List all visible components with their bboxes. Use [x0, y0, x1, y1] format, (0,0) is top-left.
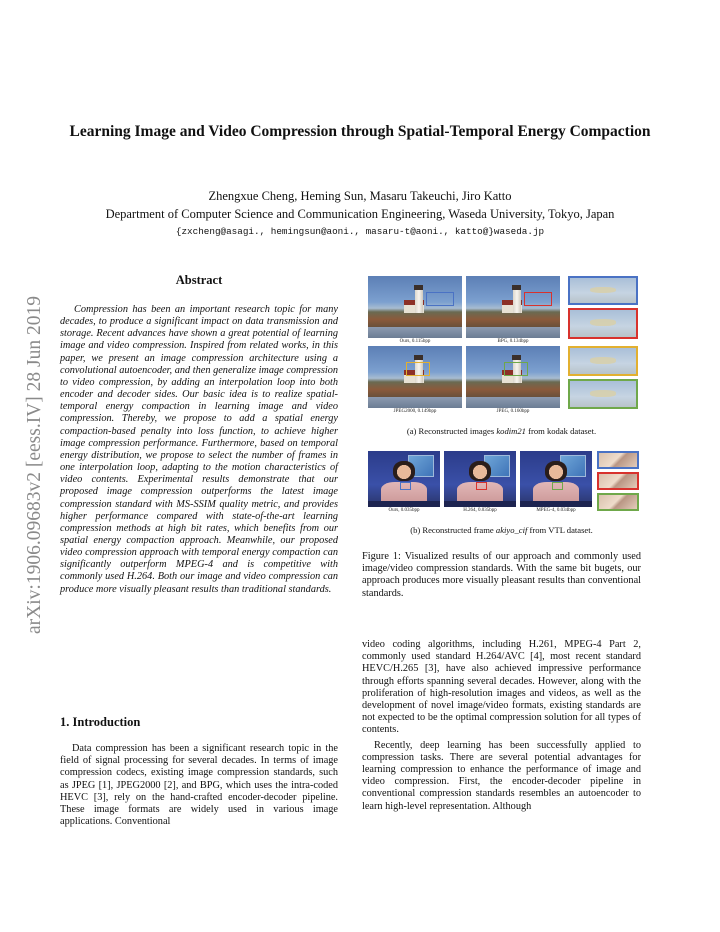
reconstructed-frame-ours	[368, 451, 440, 507]
frame-label: Ours, 0.035bpp	[388, 508, 420, 513]
reconstructed-image-ours	[368, 276, 462, 338]
subcaption-b: (b) Reconstructed frame akiyo_cif from VTL dataset.	[410, 525, 593, 535]
reconstructed-frame-h264	[444, 451, 516, 507]
zoom-crop-ours	[568, 276, 638, 305]
zoom-crop-frame-ours	[597, 451, 639, 469]
zoom-crop-jpeg2000	[568, 346, 638, 376]
zoom-region-marker	[476, 482, 488, 490]
intro-paragraph: Recently, deep learning has been successfully applied to compression tasks. There are several potential advantages for learning compression to enhance the performance of image and video compression. First, the encoder-decoder pipeline in conventional compression standards resembles an autoencoder to learn high-level representation. Although	[362, 739, 641, 812]
zoom-region-marker	[504, 362, 528, 376]
reconstructed-image-bpg	[466, 276, 560, 338]
affiliation: Department of Computer Science and Communication Engineering, Waseda University, Tokyo, Japan	[105, 207, 615, 221]
paper-title: Learning Image and Video Compression through Spatial-Temporal Energy Compaction	[69, 123, 651, 140]
zoom-crop-frame-mpeg4	[597, 493, 639, 511]
zoom-region-marker	[406, 362, 430, 376]
abstract-text: Compression has been an important research topic for many decades, to produce a significant impact on data transmission and storage. Recent advances have shown a great potential of learning image and video compression. Inspired from related works, in this paper, we present an image compression architecture using a convolutional autoencoder, and then generalize image compression to video compression, by adding an interpolation loop into both encoder and decoder sides. Our basic idea is to realize spatial-temporal energy compaction in learning image and video compression. Thereby, we propose to add a spatial energy compaction-based penalty into loss function, to achieve higher image compression performance. Furthermore, based on temporal energy distribution, we propose to select the number of frames in one interpolation loop, adapting to the motion characteristics of video contents. Experimental results demonstrate that our proposed image compression outperforms the latest image compression standard with MS-SSIM quality metric, and provides higher performance compared with state-of-the-art learning compression methods at high bit rates, which benefits from our spatial energy compaction approach. Meanwhile, our proposed video compression approach with temporal energy compaction can significantly outperform MPEG-4 and is competitive with commonly used H.264. Both our image and video compression can produce more visually pleasant results than traditional standards.	[60, 304, 338, 595]
image-label: BPG, 0.134bpp	[497, 339, 529, 344]
intro-column-right	[362, 639, 641, 813]
frame-label: MPEG-4, 0.034bpp	[536, 508, 576, 513]
reconstructed-image-jpeg2000	[368, 346, 462, 408]
intro-paragraph: video coding algorithms, including H.261, MPEG-4 Part 2, commonly used standard H.264/AVC [4], most recent standard HEVC/H.265 [3], have also achieved impressive performance through efforts spanning several decades. However, along with the proliferation of high-resolution images and videos, as well as the development of novel image/video formats, existing standards are not expected to be the optimal compression solution for all types of contents.	[362, 639, 641, 736]
reconstructed-frame-mpeg4	[520, 451, 592, 507]
frame-label: H.264, 0.035bpp	[463, 508, 497, 513]
zoom-crop-frame-h264	[597, 472, 639, 490]
image-label: JPEG2000, 0.149bpp	[393, 409, 437, 414]
reconstructed-image-jpeg	[466, 346, 560, 408]
arxiv-sidebar-stamp	[20, 255, 50, 675]
subcaption-a: (a) Reconstructed images kodim21 from kodak dataset.	[406, 426, 597, 436]
zoom-region-marker	[552, 482, 564, 490]
abstract-body	[60, 304, 338, 596]
image-label: Ours, 0.115bpp	[399, 339, 431, 344]
image-label: JPEG, 0.160bpp	[496, 409, 530, 414]
zoom-region-marker	[524, 292, 552, 306]
zoom-region-marker	[400, 482, 412, 490]
author-emails: {zxcheng@asagi., hemingsun@aoni., masaru-t@aoni., katto@}waseda.jp	[175, 226, 545, 237]
zoom-crop-bpg	[568, 308, 638, 339]
zoom-crop-jpeg	[568, 379, 638, 409]
intro-paragraph: Data compression has been a significant research topic in the field of signal processing for several decades. In terms of image compression codecs, existing image compression standards, such as JPEG [1], JPEG2000 [2], and BPG, which uses the intra-coded HEVC [3], rely on the hand-crafted encoder-decoder pipeline. These image formats are widely used in various image applications. Conventional	[60, 743, 338, 828]
section-heading-introduction: 1. Introduction	[60, 715, 141, 729]
author-list: Zhengxue Cheng, Heming Sun, Masaru Takeuchi, Jiro Katto	[208, 189, 512, 203]
intro-column-left	[60, 743, 338, 828]
zoom-region-marker	[426, 292, 454, 306]
abstract-heading: Abstract	[175, 273, 223, 287]
figure-caption: Figure 1: Visualized results of our approach and commonly used image/video compression standards. With the same bit bugets, our approach produces more visually pleasant results than conventional standards.	[362, 551, 641, 599]
arxiv-id: arXiv:1906.09683v2 [eess.IV] 28 Jun 2019	[24, 296, 45, 634]
